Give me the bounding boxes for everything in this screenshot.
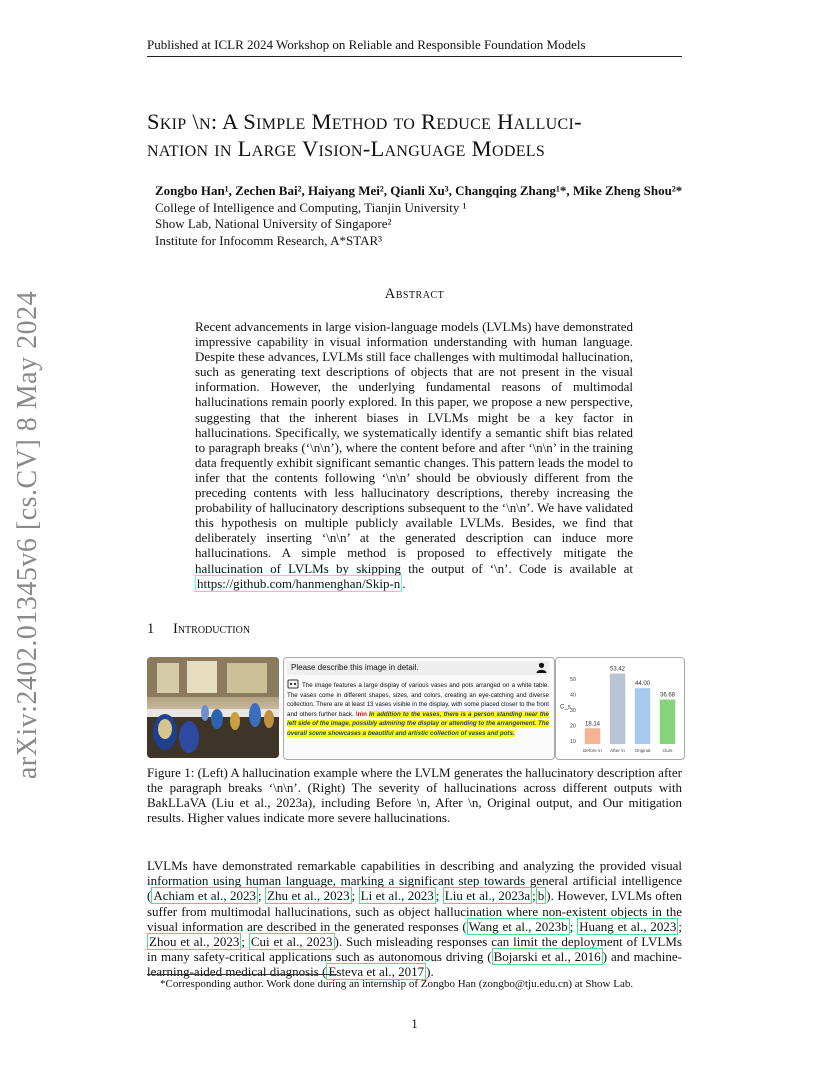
bar	[660, 700, 676, 744]
y-tick-label: 30	[569, 707, 576, 714]
header-rule	[147, 56, 682, 57]
paragraph-break-marker: \n\n	[355, 710, 367, 718]
hallucination-bar-chart	[555, 657, 685, 760]
chat-panel	[283, 657, 555, 760]
x-tick-label: Original	[634, 748, 651, 753]
paper-title	[147, 108, 707, 162]
bar-value-label: 53.42	[609, 666, 626, 673]
x-tick-label: Ours	[662, 748, 673, 753]
intro-text-2: . However, LVLMs often suffer from multimodal hallucinations, such as object hallucination where non-existent objects in the visual information are described in the generated responses	[147, 888, 682, 934]
affiliation-3: Institute for Infocomm Research, A*STAR³	[155, 232, 383, 248]
arxiv-stamp	[8, 290, 48, 780]
citation[interactable]: Esteva et al., 2017	[328, 964, 425, 980]
citation[interactable]: Huang et al., 2023	[579, 918, 677, 934]
intro-text-5: ).	[426, 964, 434, 980]
citation[interactable]: Li et al., 2023	[360, 888, 434, 904]
intro-text-3: . Such misleading responses can limit the deployment of LVLMs in many safety-critical applications such as autonomous driving	[147, 934, 682, 965]
citation[interactable]: Zhou et al., 2023	[149, 934, 240, 950]
section-heading	[147, 621, 682, 638]
citation[interactable]: Cui et al., 2023	[250, 934, 333, 950]
citation[interactable]: b	[537, 888, 545, 904]
response-before: The image features a large display of various vases and pots arranged on a white table. The vases come in different shapes, sizes, and colors, creating an eye-catching and diverse collection. There are at least 13 vases visible in the display, with some placed closer to the front and others further back.	[287, 682, 549, 718]
citation[interactable]: Achiam et al., 2023	[153, 888, 257, 904]
abstract-heading: Abstract	[384, 286, 445, 302]
footnote-rule	[147, 974, 337, 975]
y-axis-label: C_s	[560, 704, 571, 711]
section-number: 1	[147, 621, 155, 637]
user-icon	[536, 662, 547, 673]
title-line-1: Skip \n: A Simple Method to Reduce Halluci-	[147, 109, 582, 134]
intro-text-4: and machine-learning-aided medical diagnosis	[147, 949, 682, 980]
bar	[610, 674, 626, 744]
bar-value-label: 44.00	[634, 681, 651, 688]
citation[interactable]: Liu et al., 2023a	[444, 888, 531, 904]
citation[interactable]: Zhu et al., 2023	[267, 888, 350, 904]
section-title: Introduction	[173, 621, 251, 637]
vase-photo	[147, 657, 279, 758]
bar-value-label: 36.68	[659, 692, 676, 699]
figure-1	[147, 657, 683, 758]
affiliation-1: College of Intelligence and Computing, Tianjin University ¹	[155, 199, 467, 215]
citation[interactable]: Bojarski et al., 2016	[493, 949, 601, 965]
code-link[interactable]: https://github.com/hanmenghan/Skip-n	[197, 575, 401, 591]
arxiv-id: arXiv:2402.01345v6 [cs.CV] 8 May 2024	[12, 290, 43, 780]
model-response	[287, 679, 549, 739]
citation[interactable]: Wang et al., 2023b	[468, 918, 568, 934]
intro-paragraph: LVLMs have demonstrated remarkable capabilities in describing and analyzing the provided visual information using human language, marking a significant step towards general artificial intelligence ( Achiam et al., 2023 ; Zhu et al., 2023 ; Li et al., 2023 ; Liu et al., 2023a ; b ). However, LVLMs often suffer from multimodal hallucinations, such as object hallucination where non-existent objects in the visual information are described in the generated responses ( Wang et al., 2023b ; Huang et al., 2023 ; Zhou et al., 2023 ; Cui et al., 2023 ). Such misleading responses can limit the deployment of LVLMs in many safety-critical applications such as autonomous driving ( Bojarski et al., 2016 ) and machine-learning-aided medical diagnosis ( Esteva et al., 2017 ).	[147, 858, 682, 980]
bar	[635, 688, 651, 744]
y-tick-label: 20	[569, 723, 576, 730]
affiliation-2: Show Lab, National University of Singapore²	[155, 216, 392, 231]
x-tick-label: After \n	[610, 748, 625, 753]
author-names: Zongbo Han¹, Zechen Bai², Haiyang Mei², Qianli Xu³, Changqing Zhang¹*, Mike Zheng Shou²*	[155, 183, 683, 198]
user-prompt: Please describe this image in detail.	[287, 661, 549, 675]
author-block	[155, 183, 715, 249]
running-header: Published at ICLR 2024 Workshop on Reliable and Responsible Foundation Models	[147, 37, 586, 52]
page-number: 1	[411, 1016, 418, 1031]
title-line-2: nation in Large Vision-Language Models	[147, 136, 546, 161]
bar-value-label: 18.14	[584, 721, 601, 728]
abstract-body: Recent advancements in large vision-language models (LVLMs) have demonstrated impressive capability in visual information understanding with human language. Despite these advances, LVLMs still face challenges with multimodal hallucination, such as generating text descriptions of objects that are not present in the visual information. However, the underlying fundamental reasons of multimodal hallucinations remain poorly explored. In this paper, we propose a new perspective, suggesting that the inherent biases in LVLMs might be a key factor in hallucinations. Specifically, we systematically identify a semantic shift bias related to paragraph breaks (‘\n\n’), where the content before and after ‘\n\n’ in the training data frequently exhibit significant semantic changes. This pattern leads the model to infer that the contents following ‘\n\n’ should be obviously different from the preceding contents with less hallucinatory descriptions, thereby increasing the probability of hallucinatory descriptions subsequent to the ‘\n\n’. We have validated this hypothesis on multiple publicly available LVLMs. Besides, we find that deliberately inserting ‘\n\n’ at the generated description can induce more hallucinations. A simple method is proposed to effectively mitigate the hallucination of LVLMs by skipping the output of ‘\n’. Code is available at https://github.com/hanmenghan/Skip-n .	[195, 319, 633, 591]
robot-icon	[287, 679, 299, 689]
intro-text-1: LVLMs have demonstrated remarkable capabilities in describing and analyzing the provided visual information using human language, marking a significant step towards general artificial intelligence	[147, 858, 682, 889]
y-tick-label: 10	[569, 738, 576, 745]
y-tick-label: 50	[569, 676, 576, 683]
bar	[585, 728, 601, 744]
figure-caption: Figure 1: (Left) A hallucination example where the LVLM generates the hallucinatory description after the paragraph breaks ‘\n\n’. (Right) The severity of hallucinations across different outputs with BakLLaVA (Liu et al., 2023a), including Before \n, After \n, Original output, and Our mitigation results. Higher values indicate more severe hallucinations.	[147, 765, 682, 825]
chart-svg	[556, 658, 684, 759]
x-tick-label: Before \n	[583, 748, 602, 753]
hallucinated-text: In addition to the vases, there is a person standing near the left side of the image, possibly admiring the display or attending to the arrangement. The overall scene showcases a beautiful and artistic collection of vases and pots.	[287, 710, 549, 737]
footnote: *Corresponding author. Work done during an internship of Zongbo Han (zongbo@tju.edu.cn) at Show Lab.	[160, 978, 634, 990]
y-tick-label: 40	[569, 692, 576, 699]
abstract-text: Recent advancements in large vision-language models (LVLMs) have demonstrated impressive capability in visual information understanding with human language. Despite these advances, LVLMs still face challenges with multimodal hallucination, such as generating text descriptions of objects that are not present in the visual information. However, the underlying fundamental reasons of multimodal hallucinations remain poorly explored. In this paper, we propose a new perspective, suggesting that the inherent biases in LVLMs might be a key factor in hallucinations. Specifically, we systematically identify a semantic shift bias related to paragraph breaks (‘\n\n’), where the content before and after ‘\n\n’ in the training data frequently exhibit significant semantic changes. This pattern leads the model to infer that the contents following ‘\n\n’ should be obviously different from the preceding contents with less hallucinatory descriptions, thereby increasing the probability of hallucinatory descriptions subsequent to the ‘\n\n’. We have validated this hypothesis on multiple publicly available LVLMs. Besides, we find that deliberately inserting ‘\n\n’ at the generated description can induce more hallucinations. A simple method is proposed to effectively mitigate the hallucination of LVLMs by skipping the output of ‘\n’. Code is available at	[195, 319, 633, 576]
